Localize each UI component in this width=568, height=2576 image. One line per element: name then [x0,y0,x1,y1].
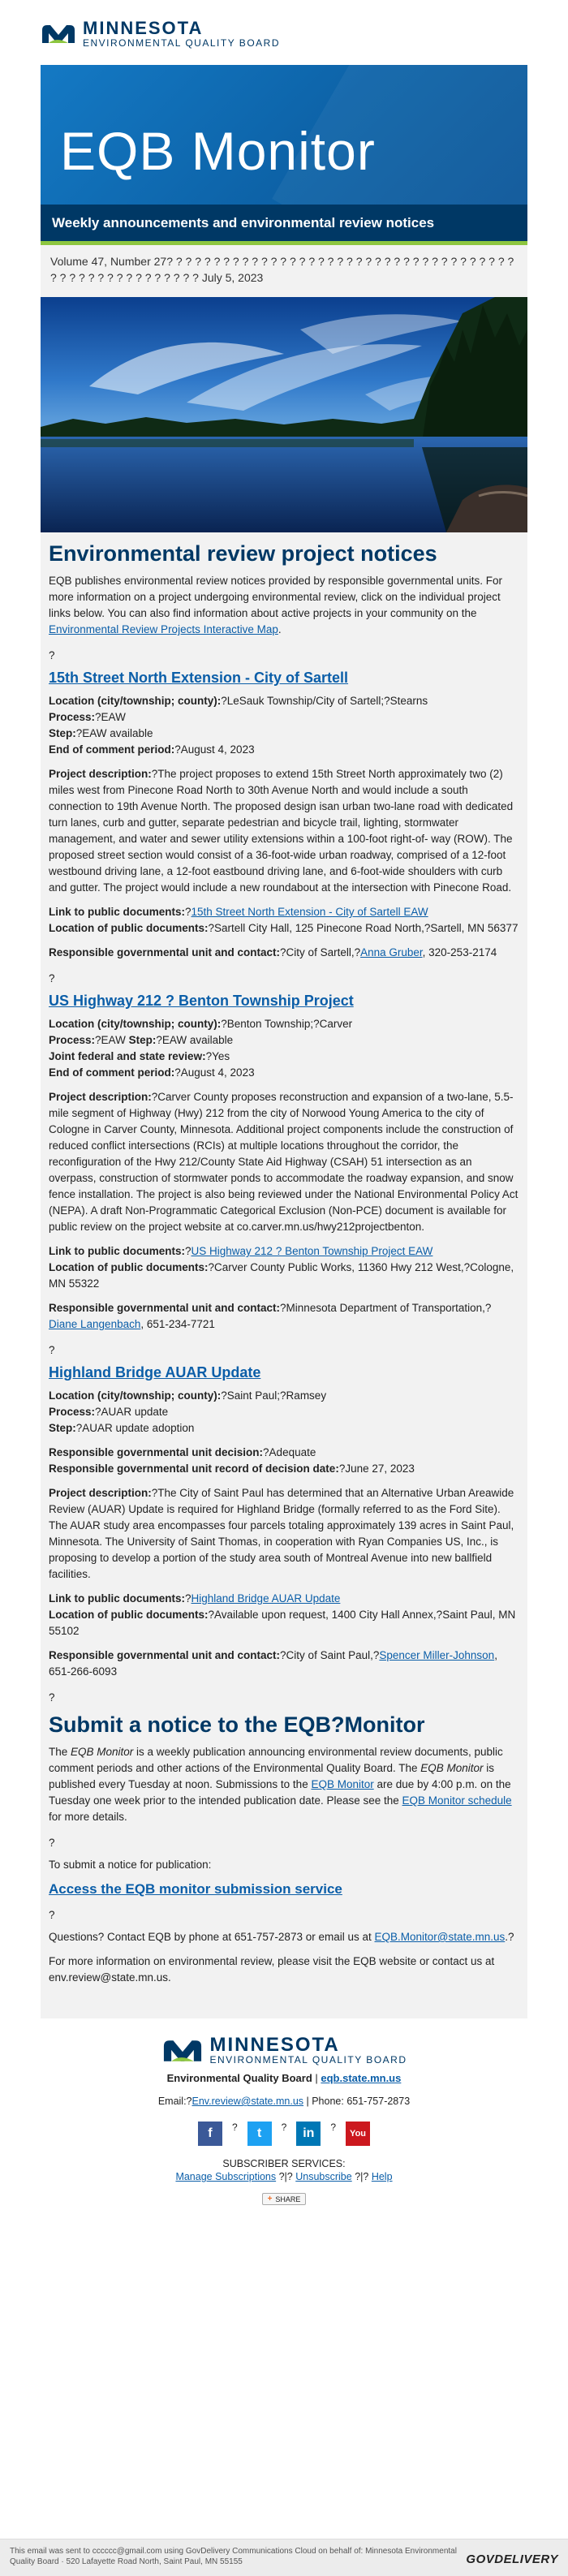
issue-line: Volume 47, Number 27? ? ? ? ? ? ? ? ? ? ? ? ? ? ? ? ? ? ? ? ? ? ? ? ? ? ? ? ? ? ? ? ? ? ? ? ? ? ? ? ? ? ? ? ? ? ? ? ? ? ? ? ? July 5, 2023 [41,245,527,297]
project-notice-2: US Highway 212 ? Benton Township Project Location (city/township; county):?Benton Township;?Carver Process:?EAW Step:?EAW available Joint federal and state review:?Yes End of comment period:?August 4, 2023 Project description:?Carver County proposes reconstruction and expansion of a two-lane, 5.5-mile segment of Highway (Hwy) 212 from the city of Norwood Young America to the city of Cologne in Carver County, Minnesota. Additional project components include the construction of reduced conflict intersections (RCIs) at multiple locations throughout the corridor, the reconfiguration of the Hwy 212/County State Aid Highway (CSAH) 51 intersection as an overpass, construction of stormwater ponds to accommodate the roadway expansion, and snow fence installation. The project is also being reviewed under the National Environmental Policy Act (NEPA). A draft Non-Programmatic Categorical Exclusion (Non-PCE) document is available for public review on the project website at co.carver.mn.us/hwy212projectbenton. Link to public documents:?US Highway 212 ? Benton Township Project EAW Location of public documents:?Carver County Public Works, 11360 Hwy 212 West,?Cologne, MN 55322 Responsible governmental unit and contact:?Minnesota Department of Transportation,?Diane Langenbach, 651-234-7721 [49,993,519,1330]
facebook-icon[interactable]: f [198,2122,222,2146]
project-3-contact-link[interactable]: Spencer Miller-Johnson [379,1649,495,1661]
govdelivery-logo[interactable]: GOVDELIVERY [466,2552,558,2566]
project-3-documents-link[interactable]: Highland Bridge AUAR Update [191,1592,341,1605]
logo-subname: ENVIRONMENTAL QUALITY BOARD [83,37,280,49]
linkedin-icon[interactable]: in [296,2122,321,2146]
manage-subscriptions-link[interactable]: Manage Subscriptions [175,2171,277,2182]
twitter-icon[interactable]: t [247,2122,272,2146]
logo-name: MINNESOTA [83,18,204,38]
share-icon: + [267,2195,273,2203]
submission-service-link[interactable]: Access the EQB monitor submission service [49,1881,342,1897]
questions-text: Questions? Contact EQB by phone at 651-757-2873 or email us at EQB.Monitor@state.mn.us.? [49,1931,514,1943]
banner-subtitle-bar [41,205,527,245]
social-links: f ? t ? in ? You [41,2122,527,2146]
subscriber-services: SUBSCRIBER SERVICES: Manage Subscriptions ?|? Unsubscribe ?|? Help [175,2158,393,2182]
notices-intro: EQB publishes environmental review notices provided by responsible governmental units. For more information on a project undergoing environmental review, click on the individual project links below. You can also find information about active projects in your community on the Environmental Review Projects Interactive Map. [49,575,503,635]
project-2-contact-link[interactable]: Diane Langenbach [49,1318,141,1330]
project-3-description: Project description:?The City of Saint Paul has determined that an Alternative Urban Areawide Review (AUAR) Update is required for Highland Bridge (formally referred to as the Ford Site). The AUAR study area encompasses four parcels totaling approximately 139 acres in Saint Paul, Minnesota. The University of Saint Thomas, in cooperation with Ryan Companies US, Inc., is proposing to develop a portion of the study area south of Montreal Avenue into new ballfield facilities. [49,1487,514,1580]
header-logo-area [41,0,527,65]
project-notice-1: 15th Street North Extension - City of Sartell Location (city/township; county):?LeSauk Township/City of Sartell;?Stearns Process:?EAW Step:?EAW available End of comment period:?August 4, 2023 Project description:?The project proposes to extend 15th Street North approximately two (2) miles west from Pinecone Road North to 30th Avenue North and would include a south connection to 19th Avenue North. The proposed design isan urban two-lane road with dedicated turn lanes, curb and gutter, separate pedestrian and bicycle trail, lighting, stormwater management, and water and sewer utility extensions within a 100-foot right-of- way (ROW). The proposed street section would consist of a 36-foot-wide urban roadway, comprised of a 12-foot westbound driving lane, a 12-foot eastbound driving lane, and 6-foot-wide shoulders with curb and gutter. The project would include a new roundabout at the intersection with Pinecone Road. Link to public documents:?15th Street North Extension - City of Sartell EAW Location of public documents:?Sartell City Hall, 125 Pinecone Road North,?Sartell, MN 56377 Responsible governmental unit and contact:?City of Sartell,?Anna Gruber, 320-253-2174 [49,670,519,958]
project-1-description: Project description:?The project proposes to extend 15th Street North approximately two (2) miles west from Pinecone Road North to 30th Avenue North and would include a south connection to 19th Avenue North. The proposed design isan urban two-lane road with dedicated turn lanes, curb and gutter, separate pedestrian and bicycle trail, lighting, stormwater management, and water and sewer utility extensions within a 100-foot right-of- way (ROW). The proposed street section would consist of a 36-foot-wide urban roadway, comprised of a 12-foot westbound driving lane, a 12-foot eastbound driving lane, and 6-foot-wide shoulders with curb and gutter. The project would include a new roundabout at the intersection with Pinecone Road. [49,768,514,894]
footer-logo-subname: ENVIRONMENTAL QUALITY BOARD [209,2054,407,2066]
footer-org-line: Environmental Quality Board | eqb.state.mn.us [166,2072,402,2084]
banner-subtitle: Weekly announcements and environmental review notices [52,214,435,230]
submit-intro: The EQB Monitor is a weekly publication announcing environmental review documents, public comment periods and other actions of the Environmental Quality Board. The EQB Monitor is published every Tuesday at noon. Submissions to the EQB Monitor are due by 4:00 p.m. on the Tuesday one week prior to the intended publication date. Please see the EQB Monitor schedule for more details. [49,1746,512,1823]
minnesota-mark-icon [161,2039,204,2063]
project-2-description: Project description:?Carver County proposes reconstruction and expansion of a two-lane, 5.5-mile segment of Highway (Hwy) 212 from the city of Norwood Young America to the city of Cologne in Carver County, Minnesota. Additional project components include the construction of reduced conflict intersections (RCIs) at multiple locations throughout the corridor, the reconfiguration of the Hwy 212/County State Aid Highway (CSAH) 51 intersection as an overpass, construction of stormwater ponds to accommodate the roadway expansion, and snow fence installation. The project is also being reviewed under the National Environmental Policy Act (NEPA). A draft Non-Programmatic Categorical Exclusion (Non-PCE) document is available for public review on the project website at co.carver.mn.us/hwy212projectbenton. [49,1091,519,1233]
lake-image [41,297,527,532]
footer [41,2018,527,2205]
newsletter [41,0,527,2205]
project-2-documents-link[interactable]: US Highway 212 ? Benton Township Project EAW [191,1245,433,1257]
unsubscribe-link[interactable]: Unsubscribe [295,2171,352,2182]
project-1-contact-link[interactable]: Anna Gruber [360,946,423,958]
main-content: Environmental review project notices EQB publishes environmental review notices provided by responsible governmental units. For more information on a project undergoing environmental review, click on the individual project links below. You can also find information about active projects in your community on the Environmental Review Projects Interactive Map. ? 15th Street North Extension - City of Sartell Location (city/township; county):?LeSauk Township/City of Sartell;?Stearns Process:?EAW Step:?EAW available End of comment period:?August 4, 2023 Project description:?The project proposes to extend 15th Street North approximately two (2) miles west from Pinecone Road North to 30th Avenue North and would include a south connection to 19th Avenue North. The proposed design isan urban two-lane road with dedicated turn lanes, curb and gutter, separate pedestrian and bicycle trail, lighting, stormwater management, and water and sewer utility extensions within a 100-foot right-of- way (ROW). The proposed street section would consist of a 36-foot-wide urban roadway, comprised of a 12-foot westbound driving lane, a 12-foot eastbound driving lane, and 6-foot-wide shoulders with curb and gutter. The project would include a new roundabout at the intersection with Pinecone Road. Link to public documents:?15th Street North Extension - City of Sartell EAW Location of public documents:?Sartell City Hall, 125 Pinecone Road North,?Sartell, MN 56377 Responsible governmental unit and contact:?City of Sartell,?Anna Gruber, 320-253-2174 ? US Highway 212 ? Benton Township Project Location (city/township; county):?Benton Township;?Carver Process:?EAW Step:?EAW available Joint federal and state review:?Yes End of comment period:?August 4, 2023 Project description:?Carver County proposes reconstruction and expansion of a two-lane, 5.5-mile segment of Highway (Hwy) 212 from the city of Norwood Young America to the city of Cologne in Carver County, Minnesota. Additional project components include the construction of reduced conflict intersections (RCIs) at multiple locations throughout the corridor, the reconfiguration of the Hwy 212/County State Aid Highway (CSAH) 51 intersection as an overpass, construction of stormwater ponds to accommodate the roadway expansion, and snow fence installation. The project is also being reviewed under the National Environmental Policy Act (NEPA). A draft Non-Programmatic Categorical Exclusion (Non-PCE) document is available for public review on the project website at co.carver.mn.us/hwy212projectbenton. Link to public documents:?US Highway 212 ? Benton Township Project EAW Location of public documents:?Carver County Public Works, 11360 Hwy 212 West,?Cologne, MN 55322 Responsible governmental unit and contact:?Minnesota Department of Transportation,?Diane Langenbach, 651-234-7721 ? Highland Bridge AUAR Update Location (city/township; county):?Saint Paul;?Ramsey Process:?AUAR update Step:?AUAR update adoption Responsible governmental unit decision:?Adequate Responsible governmental unit record of decision date:?June 27, 2023 Project description:?The City of Saint Paul has determined that an Alternative Urban Areawide Review (AUAR) Update is required for Highland Bridge (formally referred to as the Ford Site). The AUAR study area encompasses four parcels totaling approximately 139 acres in Saint Paul, Minnesota. The University of Saint Thomas, in cooperation with Ryan Companies US, Inc., is proposing to develop a portion of the study area south of Montreal Avenue into new ballfield facilities. Link to public documents:?Highland Bridge AUAR Update Location of public documents:?Available upon request, 1400 City Hall Annex,?Saint Paul, MN 55102 Responsible governmental unit and contact:?City of Saint Paul,?Spencer Miller-Johnson, 651-266-6093 ? Submit a notice to the EQB?Monitor The EQB Monitor is a weekly publication announcing environmental review documents, public comment periods and other actions of the Environmental Quality Board. The EQB Monitor is published every Tuesday at noon. Submissions to the EQB Monitor are due by 4:00 p.m. on the Tuesday one week prior to the intended publication date. Please see the EQB Monitor schedule for more details. ? To submit a notice for publication: Access the EQB monitor submission service ? Questions? Contact EQB by phone at 651-757-2873 or email us at EQB.Monitor@state.mn.us.? For more information on environmental review, please visit the EQB website or contact us at env.review@state.mn.us. [41,532,527,2018]
project-1-documents-link[interactable]: 15th Street North Extension - City of Sartell EAW [191,906,428,918]
project-2-title-link[interactable]: US Highway 212 ? Benton Township Project [49,993,354,1009]
project-notice-3: Highland Bridge AUAR Update Location (city/township; county):?Saint Paul;?Ramsey Process:?AUAR update Step:?AUAR update adoption Responsible governmental unit decision:?Adequate Responsible governmental unit record of decision date:?June 27, 2023 Project description:?The City of Saint Paul has determined that an Alternative Urban Areawide Review (AUAR) Update is required for Highland Bridge (formally referred to as the Ford Site). The AUAR study area encompasses four parcels totaling approximately 139 acres in Saint Paul, Minnesota. The University of Saint Thomas, in cooperation with Ryan Companies US, Inc., is proposing to develop a portion of the study area south of Montreal Avenue into new ballfield facilities. Link to public documents:?Highland Bridge AUAR Update Location of public documents:?Available upon request, 1400 City Hall Annex,?Saint Paul, MN 55102 Responsible governmental unit and contact:?City of Saint Paul,?Spencer Miller-Johnson, 651-266-6093 [49,1364,519,1680]
banner [41,65,527,205]
project-1-title-link[interactable]: 15th Street North Extension - City of Sartell [49,670,349,686]
youtube-icon[interactable]: You [346,2122,370,2146]
lake-photo [41,297,527,532]
footer-email-link[interactable]: Env.review@state.mn.us [191,2096,304,2107]
footer-logo-name: MINNESOTA [209,2034,340,2056]
interactive-map-link[interactable]: Environmental Review Projects Interactive Map [49,623,278,635]
footer-contact-line: Email:?Env.review@state.mn.us | Phone: 651-757-2873 [157,2096,411,2107]
mn-eqb-logo[interactable] [41,19,280,49]
help-link[interactable]: Help [371,2171,393,2182]
monitor-schedule-link[interactable]: EQB Monitor schedule [402,1794,512,1807]
delivery-disclaimer: This email was sent to cccccc@gmail.com using GovDelivery Communications Cloud on behalf of: Minnesota Environmental Quality Board · 520 Lafayette Road North, Saint Paul, MN 55155 GOVDELIVERY [0,2539,568,2576]
share-button[interactable]: + SHARE [262,2193,307,2205]
section-title-submit: Submit a notice to the EQB?Monitor [49,1712,425,1737]
to-submit-label: To submit a notice for publication: [49,1859,212,1871]
eqb-website-link[interactable]: eqb.state.mn.us [321,2072,402,2084]
footer-logo[interactable] [41,2036,527,2066]
project-3-title-link[interactable]: Highland Bridge AUAR Update [49,1364,261,1381]
minnesota-mark-icon [41,24,76,45]
eqb-monitor-link[interactable]: EQB Monitor [311,1778,374,1790]
more-info-text: For more information on environmental review, please visit the EQB website or contact us at env.review@state.mn.us. [49,1955,495,1984]
spacer-mark: ? [49,649,55,661]
section-title-notices: Environmental review project notices [49,541,437,566]
monitor-email-link[interactable]: EQB.Monitor@state.mn.us [374,1931,506,1943]
banner-title: EQB Monitor [60,121,376,181]
